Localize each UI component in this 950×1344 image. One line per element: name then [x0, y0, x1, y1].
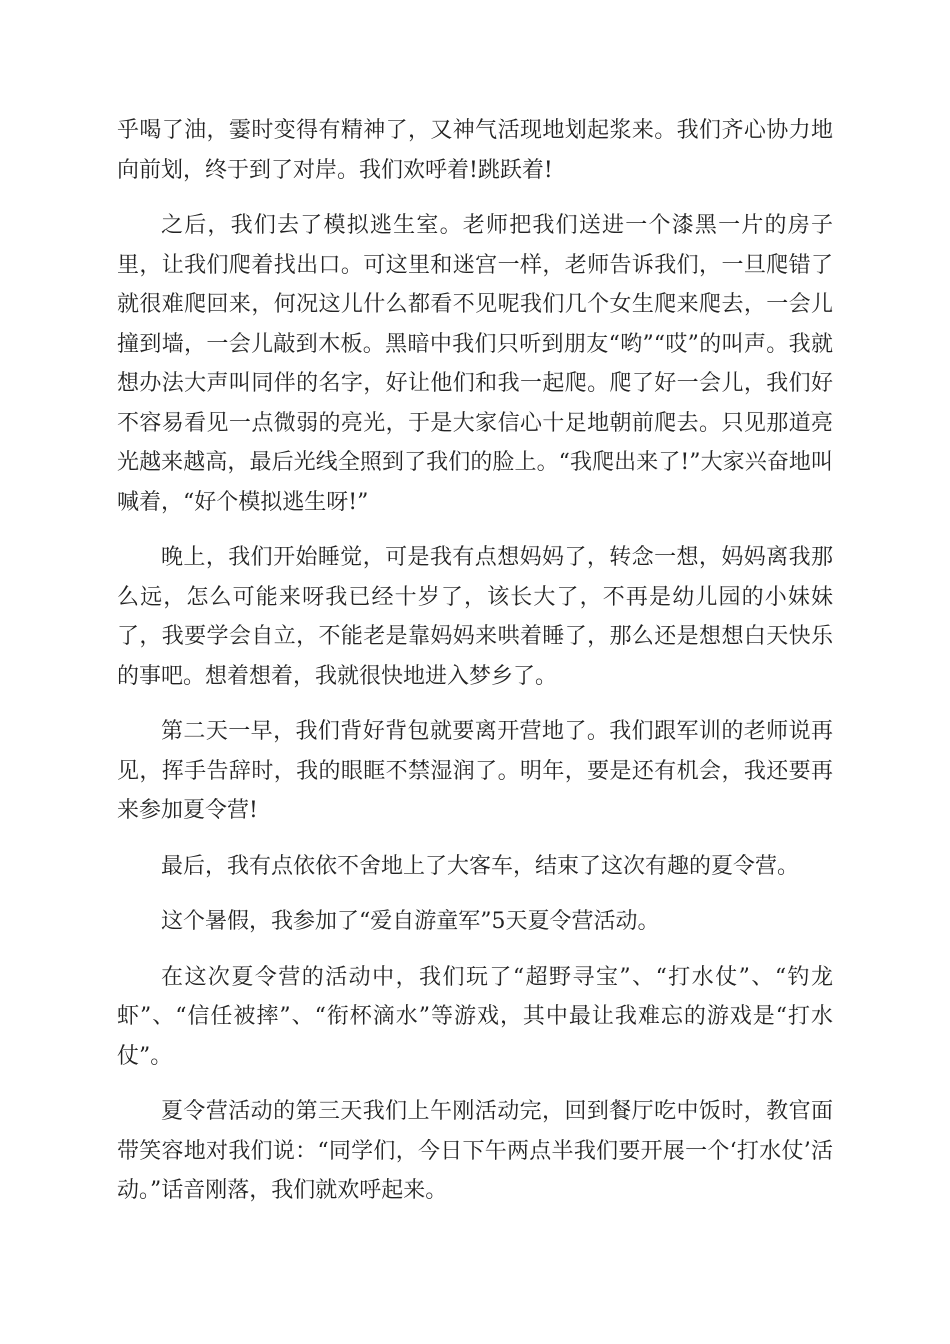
paragraph: 之后，我们去了模拟逃生室。老师把我们送进一个漆黑一片的房子里，让我们爬着找出口。可这里和迷宫一样，老师告诉我们，一旦爬错了就很难爬回来，何况这儿什么都看不见呢我们几个女生爬来爬去，一会儿撞到墙，一会儿敲到木板。黑暗中我们只听到朋友“哟”“哎”的叫声。我就想办法大声叫同伴的名字，好让他们和我一起爬。爬了好一会儿，我们好不容易看见一点微弱的亮光，于是大家信心十足地朝前爬去。只见那道亮光越来越高，最后光线全照到了我们的脸上。“我爬出来了!”大家兴奋地叫喊着，“好个模拟逃生呀!”: [117, 213, 833, 515]
paragraph: 夏令营活动的第三天我们上午刚活动完，回到餐厅吃中饭时，教官面带笑容地对我们说：“同学们，今日下午两点半我们要开展一个‘打水仗’活动。”话音刚落，我们就欢呼起来。: [117, 1099, 833, 1203]
paragraph: 第二天一早，我们背好背包就要离开营地了。我们跟军训的老师说再见，挥手告辞时，我的眼眶不禁湿润了。明年，要是还有机会，我还要再来参加夏令营!: [117, 719, 833, 823]
paragraph: 最后，我有点依依不舍地上了大客车，结束了这次有趣的夏令营。: [161, 853, 800, 879]
paragraph: 这个暑假，我参加了“爱自游童军”5天夏令营活动。: [161, 909, 660, 934]
paragraph: 在这次夏令营的活动中，我们玩了“超野寻宝”、“打水仗”、“钓龙虾”、“信任被摔”、“衔杯滴水”等游戏，其中最让我难忘的游戏是“打水仗”。: [117, 964, 833, 1069]
document-page: [117, 111, 833, 1211]
paragraph: 晚上，我们开始睡觉，可是我有点想妈妈了，转念一想，妈妈离我那么远，怎么可能来呀我已经十岁了，该长大了，不再是幼儿园的小妹妹了，我要学会自立，不能老是靠妈妈来哄着睡了，那么还是想想白天快乐的事吧。想着想着，我就很快地进入梦乡了。: [117, 545, 833, 689]
paragraph: 乎喝了油，霎时变得有精神了，又神气活现地划起浆来。我们齐心协力地向前划，终于到了对岸。我们欢呼着!跳跃着!: [117, 118, 833, 183]
